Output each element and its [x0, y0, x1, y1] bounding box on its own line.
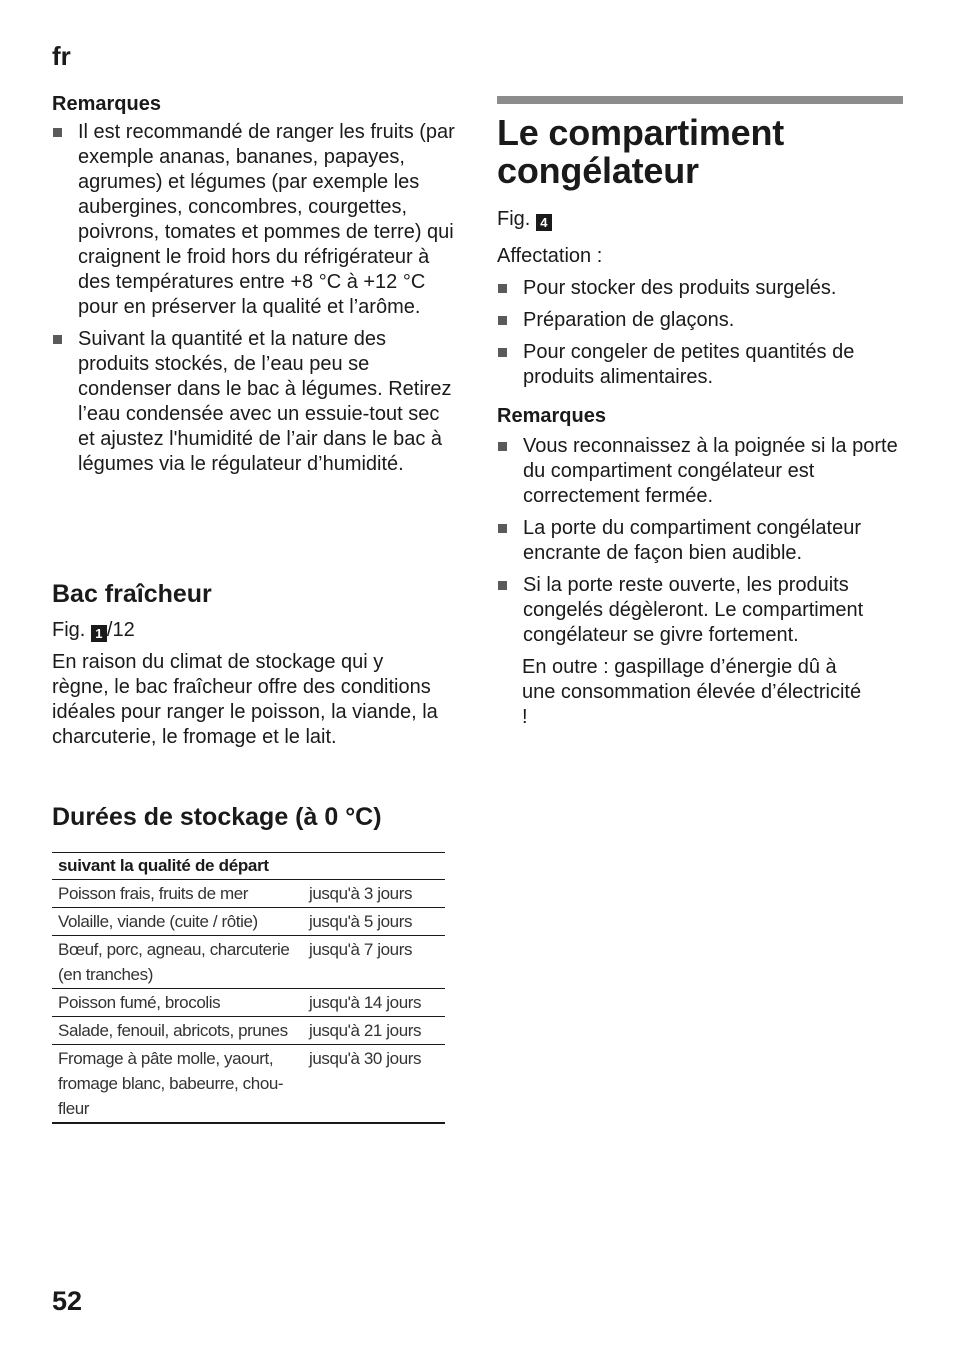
table-cell-item: Poisson fumé, brocolis: [52, 989, 303, 1017]
language-label: fr: [52, 41, 71, 71]
table-row: [52, 908, 445, 936]
table-header: suivant la qualité de départ: [52, 853, 445, 880]
table-cell-duration: jusqu'à 3 jours: [303, 880, 445, 908]
fresh-drawer-text: En raison du climat de stockage qui y règne, le bac fraîcheur offre des conditions idéales pour ranger le poisson, la viande, la charcuterie, le fromage et le lait.: [52, 651, 438, 748]
remarks-list-left: [52, 120, 457, 484]
use-text: Préparation de glaçons.: [523, 309, 735, 331]
figure-number-badge: 1: [91, 625, 107, 642]
table-row: [52, 1017, 445, 1045]
fig-prefix: Fig.: [497, 208, 531, 230]
list-item: [497, 276, 887, 301]
remark-text: Si la porte reste ouverte, les produits congelés dégèleront. Le compartiment congélateur se givre fortement.: [523, 574, 864, 646]
title-line-2: congélateur: [497, 150, 699, 191]
page-number: 52: [52, 1286, 83, 1316]
bullet-square-icon: [53, 128, 62, 137]
table-cell-item: Salade, fenouil, abricots, prunes: [52, 1017, 303, 1045]
bullet-square-icon: [498, 524, 507, 533]
table-row: [52, 1045, 445, 1124]
use-text: Pour stocker des produits surgelés.: [523, 277, 837, 299]
bullet-square-icon: [498, 316, 507, 325]
uses-list: [497, 276, 887, 397]
remark-text: Suivant la quantité et la nature des produits stockés, de l’eau peu se condenser dans le bac à légumes. Retirez l’eau condensée avec un essuie-tout sec et ajustez l'humidité de l’air dans le bac à légumes via le régulateur d’humidité.: [78, 328, 452, 475]
bullet-square-icon: [498, 442, 507, 451]
bullet-square-icon: [498, 348, 507, 357]
list-item: [52, 327, 458, 477]
list-item: [52, 120, 458, 320]
title-line-1: Le compartiment: [497, 112, 785, 153]
remarks-list-right: [497, 434, 907, 655]
remark-text: Vous reconnaissez à la poignée si la porte du compartiment congélateur est correctement fermée.: [523, 435, 898, 507]
bullet-square-icon: [53, 335, 62, 344]
fresh-figure-ref: [52, 618, 135, 643]
fig-prefix: Fig.: [52, 619, 86, 641]
table-cell-item: Bœuf, porc, agneau, charcuterie (en tranches): [52, 936, 303, 989]
table-cell-duration: jusqu'à 5 jours: [303, 908, 445, 936]
fig-suffix: /12: [106, 619, 135, 641]
freezer-figure-ref: [497, 207, 552, 232]
table-row: [52, 880, 445, 908]
remarks-heading-right: Remarques: [497, 405, 606, 427]
table-cell-item: Fromage à pâte molle, yaourt, fromage blanc, babeurre, chou-fleur: [52, 1045, 303, 1124]
table-row: [52, 989, 445, 1017]
list-item: [497, 308, 887, 333]
figure-number-badge: 4: [536, 214, 552, 231]
list-item: [497, 434, 903, 509]
list-item: [497, 516, 907, 566]
list-item: [497, 340, 868, 390]
table-cell-duration: jusqu'à 21 jours: [303, 1017, 445, 1045]
storage-duration-table: [52, 852, 445, 1124]
bullet-square-icon: [498, 581, 507, 590]
bullet-square-icon: [498, 284, 507, 293]
section-divider: [497, 96, 903, 104]
table-row: [52, 936, 445, 989]
fresh-drawer-heading: Bac fraîcheur: [52, 580, 212, 608]
table-header-row: [52, 853, 445, 880]
remark-text: La porte du compartiment congélateur encrante de façon bien audible.: [523, 517, 861, 564]
list-item: [497, 573, 907, 648]
table-cell-item: Poisson frais, fruits de mer: [52, 880, 303, 908]
energy-waste-note: En outre : gaspillage d’énergie dû à une consommation élevée d’électricité !: [522, 656, 862, 728]
affectation-label: Affectation :: [497, 245, 603, 267]
table-cell-duration: jusqu'à 30 jours: [303, 1045, 445, 1124]
remark-text: Il est recommandé de ranger les fruits (par exemple ananas, bananes, papayes, agrumes) et légumes (par exemple les aubergines, concombres, courgettes, poivrons, tomates et pommes de terre) qui craignent le froid hors du réfrigérateur à des températures entre +8 °C à +12 °C pour en préserver la qualité et l’arôme.: [78, 121, 455, 318]
remarks-heading-left: Remarques: [52, 93, 161, 115]
use-text: Pour congeler de petites quantités de produits alimentaires.: [523, 341, 855, 388]
storage-duration-heading: Durées de stockage (à 0 °C): [52, 803, 382, 831]
table-cell-duration: jusqu'à 7 jours: [303, 936, 445, 989]
freezer-section-title: [497, 114, 784, 190]
table-cell-duration: jusqu'à 14 jours: [303, 989, 445, 1017]
table-cell-item: Volaille, viande (cuite / rôtie): [52, 908, 303, 936]
